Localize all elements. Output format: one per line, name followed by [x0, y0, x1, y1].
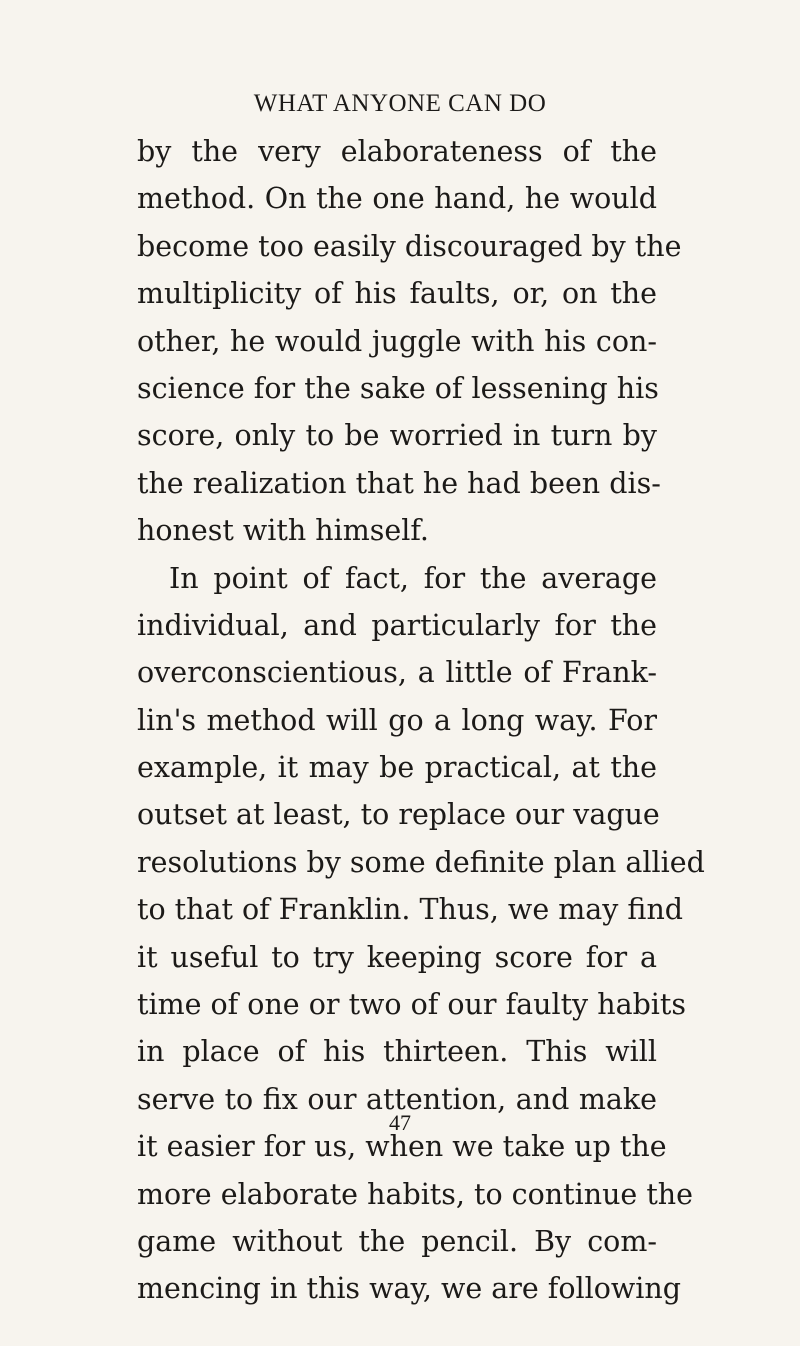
text-line: In point of fact, for the average	[169, 561, 657, 595]
text-line: other, he would juggle with his con-	[137, 324, 657, 358]
text-line: lin's method will go a long way. For	[137, 703, 657, 737]
text-line: time of one or two of our faulty habits	[137, 988, 687, 1022]
text-line: overconscientious, a little of Frank-	[137, 656, 657, 690]
text-line: to that of Franklin. Thus, we may find	[137, 893, 684, 927]
page-number: 47	[389, 1110, 411, 1135]
text-line: multiplicity of his faults, or, on the	[137, 277, 657, 311]
text-line: the realization that he had been dis-	[137, 466, 661, 500]
running-head: WHAT ANYONE CAN DO	[253, 90, 547, 117]
text-line: it easier for us, when we take up the	[137, 1130, 667, 1164]
text-line: resolutions by some definite plan allied	[137, 845, 705, 879]
text-line: honest with himself.	[137, 514, 429, 548]
text-line: become too easily discouraged by the	[137, 229, 682, 263]
text-line: by the very elaborateness of the	[137, 135, 657, 168]
text-line: individual, and particularly for the	[137, 608, 657, 642]
text-line: mencing in this way, we are following	[137, 1272, 682, 1306]
text-line: in place of his thirteen. This will	[137, 1035, 657, 1069]
text-line: example, it may be practical, at the	[137, 751, 657, 785]
text-line: outset at least, to replace our vague	[137, 798, 660, 832]
text-line: it useful to try keeping score for a	[137, 940, 657, 974]
text-line: method. On the one hand, he would	[137, 182, 657, 216]
text-line: more elaborate habits, to continue the	[137, 1177, 694, 1211]
text-line: science for the sake of lessening his	[137, 371, 659, 405]
text-line: game without the pencil. By com-	[137, 1224, 657, 1258]
text-line: serve to fix our attention, and make	[137, 1082, 657, 1116]
text-line: score, only to be worried in turn by	[137, 419, 657, 453]
